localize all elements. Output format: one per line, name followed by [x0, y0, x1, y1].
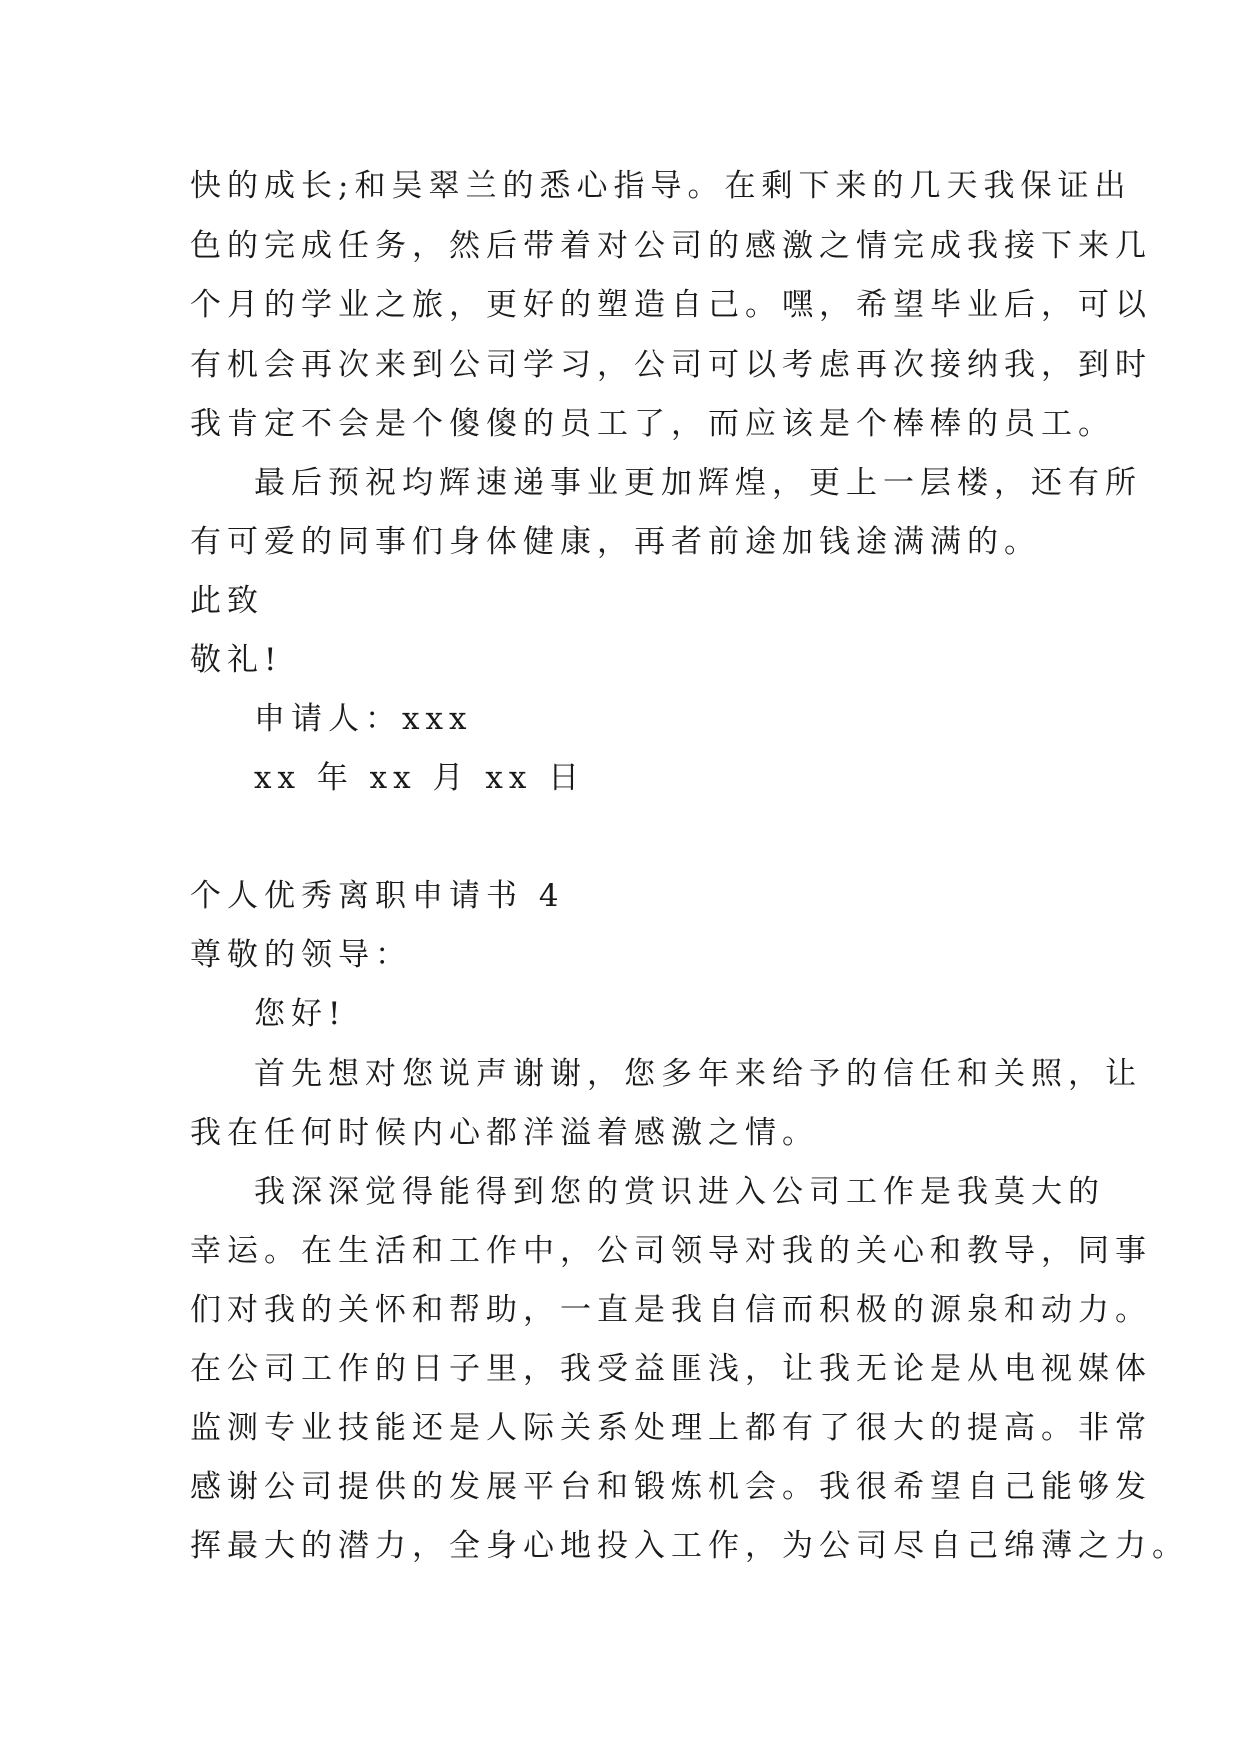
signature-date: xx 年 xx 月 xx 日 [254, 760, 586, 796]
paragraph-line: 幸运。在生活和工作中，公司领导对我的关心和教导，同事 [190, 1233, 1152, 1269]
paragraph-line: 我肯定不会是个傻傻的员工了，而应该是个棒棒的员工。 [190, 406, 1115, 442]
applicant-signature: 申请人：xxx [254, 701, 473, 737]
paragraph-line: 监测专业技能还是人际关系处理上都有了很大的提高。非常 [190, 1410, 1152, 1446]
closing-regards: 敬礼! [190, 642, 283, 678]
paragraph-line: 有机会再次来到公司学习，公司可以考虑再次接纳我，到时 [190, 347, 1152, 383]
paragraph-line: 我在任何时候内心都洋溢着感激之情。 [190, 1115, 819, 1151]
paragraph-line: 挥最大的潜力，全身心地投入工作，为公司尽自己绵薄之力。 [190, 1528, 1189, 1564]
paragraph-line: 有可爱的同事们身体健康，再者前途加钱途满满的。 [190, 524, 1041, 560]
paragraph-line: 快的成长;和吴翠兰的悉心指导。在剩下来的几天我保证出 [190, 168, 1132, 204]
paragraph-line: 首先想对您说声谢谢，您多年来给予的信任和关照，让 [254, 1056, 1142, 1092]
closing-salutation: 此致 [190, 583, 264, 619]
letter-greeting: 您好! [254, 996, 347, 1032]
paragraph-line: 个月的学业之旅，更好的塑造自己。嘿，希望毕业后，可以 [190, 287, 1152, 323]
letter-addressee: 尊敬的领导： [190, 937, 412, 973]
paragraph-line: 感谢公司提供的发展平台和锻炼机会。我很希望自己能够发 [190, 1469, 1152, 1505]
paragraph-line: 我深深觉得能得到您的赏识进入公司工作是我莫大的 [254, 1174, 1105, 1210]
section-title: 个人优秀离职申请书 4 [190, 878, 565, 914]
paragraph-line: 们对我的关怀和帮助，一直是我自信而积极的源泉和动力。 [190, 1292, 1152, 1328]
paragraph-line: 色的完成任务，然后带着对公司的感激之情完成我接下来几 [190, 228, 1152, 264]
paragraph-line: 最后预祝均辉速递事业更加辉煌，更上一层楼，还有所 [254, 465, 1142, 501]
paragraph-line: 在公司工作的日子里，我受益匪浅，让我无论是从电视媒体 [190, 1351, 1152, 1387]
